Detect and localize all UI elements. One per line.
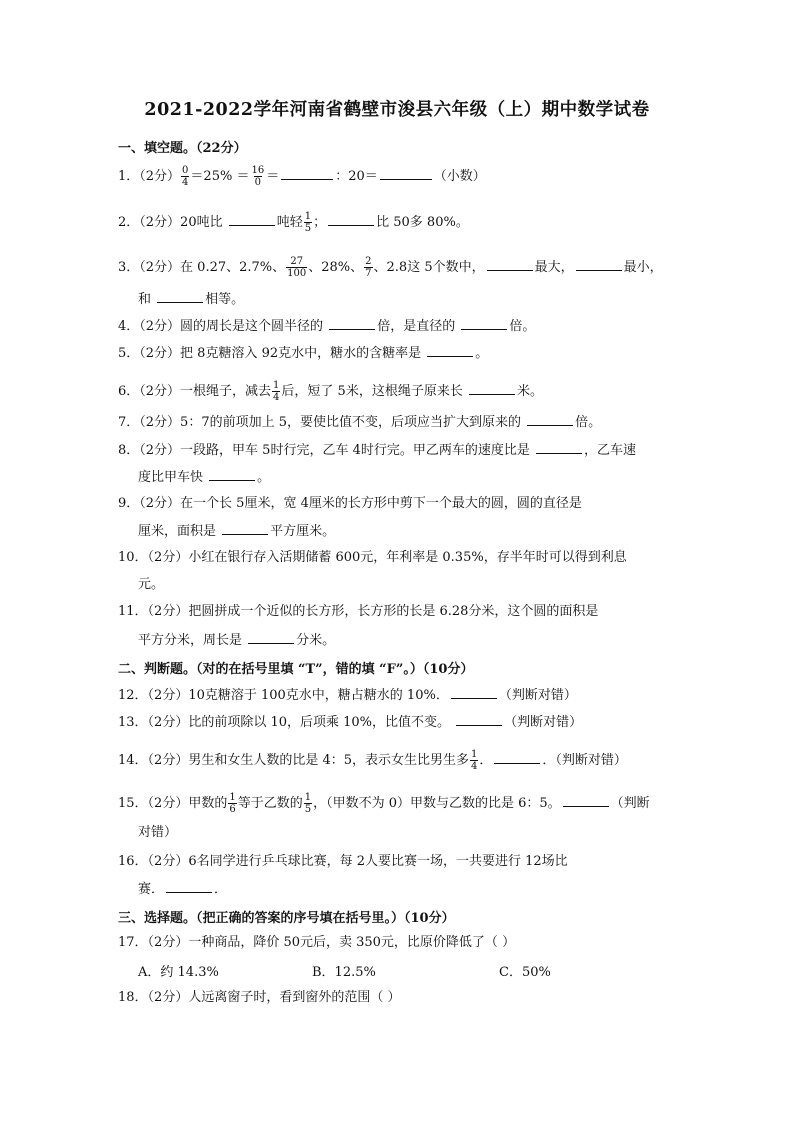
answer-blank [469,382,515,395]
question-3: 3．（2分）在 0.27、2.7%、 $\frac{27}{100}$ 、28%、 $\frac{2}{7}$ 、2.8这 5个数中， 最大， 最小， [118,256,663,279]
fraction: $\frac{27}{100}$ [287,256,307,279]
question-11: 11．（2分）把圆拼成一个近似的长方形，长方形的长是 6.28分米，这个圆的面积是 [118,604,599,619]
question-16-cont: 赛． ． [138,882,228,897]
question-14: 14．（2分）男生和女生人数的比是 4：5，表示女生比男生多 $\frac{1}{4}$ ． ．（判断对错） [118,749,627,772]
question-5: 5．（2分）把 8克糖溶入 92克水中，糖水的含糖率是 。 [118,346,489,361]
question-8: 8．（2分）一段路，甲车 5时行完，乙车 4时行完。甲乙两车的速度比是 ，乙车速 [118,443,636,458]
fraction: $\frac{16}{0}$ [251,165,265,188]
question-16: 16．（2分）6名同学进行乒乓球比赛，每 2人要比赛一场，一共要进行 12场比 [118,854,568,869]
option-c: C．50% [499,965,551,980]
fraction: $\frac{1}{5}$ [304,211,312,234]
question-15-cont: 对错） [138,825,178,840]
answer-blank [563,794,609,807]
question-2: 2．（2分）20吨比 吨轻 $\frac{1}{5}$ ； 比 50多 80%。 [118,211,469,234]
question-9: 9．（2分）在一个长 5厘米，宽 4厘米的长方形中剪下一个最大的圆，圆的直径是 [118,496,582,511]
answer-blank [329,317,375,330]
answer-blank [576,258,622,271]
question-3-cont: 和 相等。 [138,292,245,307]
fraction: $\frac{1}{4}$ [471,749,478,772]
fraction: $\frac{0}{4}$ [182,165,189,188]
fraction: $\frac{1}{4}$ [273,380,280,403]
fraction: $\frac{1}{6}$ [229,792,236,815]
question-6: 6．（2分）一根绳子，减去 $\frac{1}{4}$ 后，短了 5米，这根绳子原来长 米。 [118,380,543,403]
question-10-cont: 元。 [138,577,165,592]
answer-blank [427,344,473,357]
question-15: 15．（2分）甲数的 $\frac{1}{6}$ 等于乙数的 $\frac{1}{5}$ ，（甲数不为 0）甲数与乙数的比是 6：5。 （判断 [118,792,650,815]
answer-blank [487,258,533,271]
answer-blank [380,167,432,180]
answer-blank [456,713,502,726]
answer-blank [328,213,374,226]
section-heading-multiple-choice: 三、选择题。（把正确的答案的序号填在括号里。）（10分） [118,911,455,926]
answer-blank [461,317,507,330]
question-7: 7．（2分）5：7的前项加上 5，要使比值不变，后项应当扩大到原来的 倍。 [118,415,602,430]
question-8-cont: 度比甲车快 。 [138,470,271,485]
question-11-cont: 平方分米，周长是 分米。 [138,633,336,648]
question-17: 17．（2分）一种商品，降价 50元后，卖 350元，比原价降低了（ ） [118,935,516,950]
section-heading-true-false: 二、判断题。（对的在括号里填 “T”，错的填 “F”。）（10分） [118,662,474,677]
option-b: B．12.5% [312,965,376,980]
answer-blank [494,751,540,764]
question-1: 1．（2分） $\frac{0}{4}$ ＝25% ＝ $\frac{16}{0}$ ＝ ：20＝ （小数） [118,165,486,188]
answer-blank [166,880,212,893]
question-10: 10．（2分）小红在银行存入活期储蓄 600元，年利率是 0.35%，存半年时可以得到利息 [118,550,627,565]
answer-blank [222,522,268,535]
answer-blank [209,468,255,481]
fraction: $\frac{1}{5}$ [304,792,312,815]
answer-blank [451,686,497,699]
answer-blank [229,213,275,226]
answer-blank [248,631,294,644]
question-4: 4．（2分）圆的周长是这个圆半径的 倍，是直径的 倍。 [118,319,536,334]
answer-blank [281,167,333,180]
page-title: 2021-2022学年河南省鹤壁市浚县六年级（上）期中数学试卷 [144,100,650,120]
answer-blank [527,413,573,426]
question-18: 18．（2分）人远离窗子时，看到窗外的范围（ ） [118,990,401,1005]
question-12: 12．（2分）10克糖溶于 100克水中，糖占糖水的 10%． （判断对错） [118,688,577,703]
question-13: 13．（2分）比的前项除以 10，后项乘 10%，比值不变。 （判断对错） [118,715,583,730]
answer-blank [157,290,203,303]
option-a: A．约 14.3% [138,965,219,980]
fraction: $\frac{2}{7}$ [365,256,372,279]
answer-blank [536,441,582,454]
section-heading-fill-blank: 一、填空题。（22分） [118,141,247,156]
question-9-cont: 厘米，面积是 平方厘米。 [138,524,336,539]
